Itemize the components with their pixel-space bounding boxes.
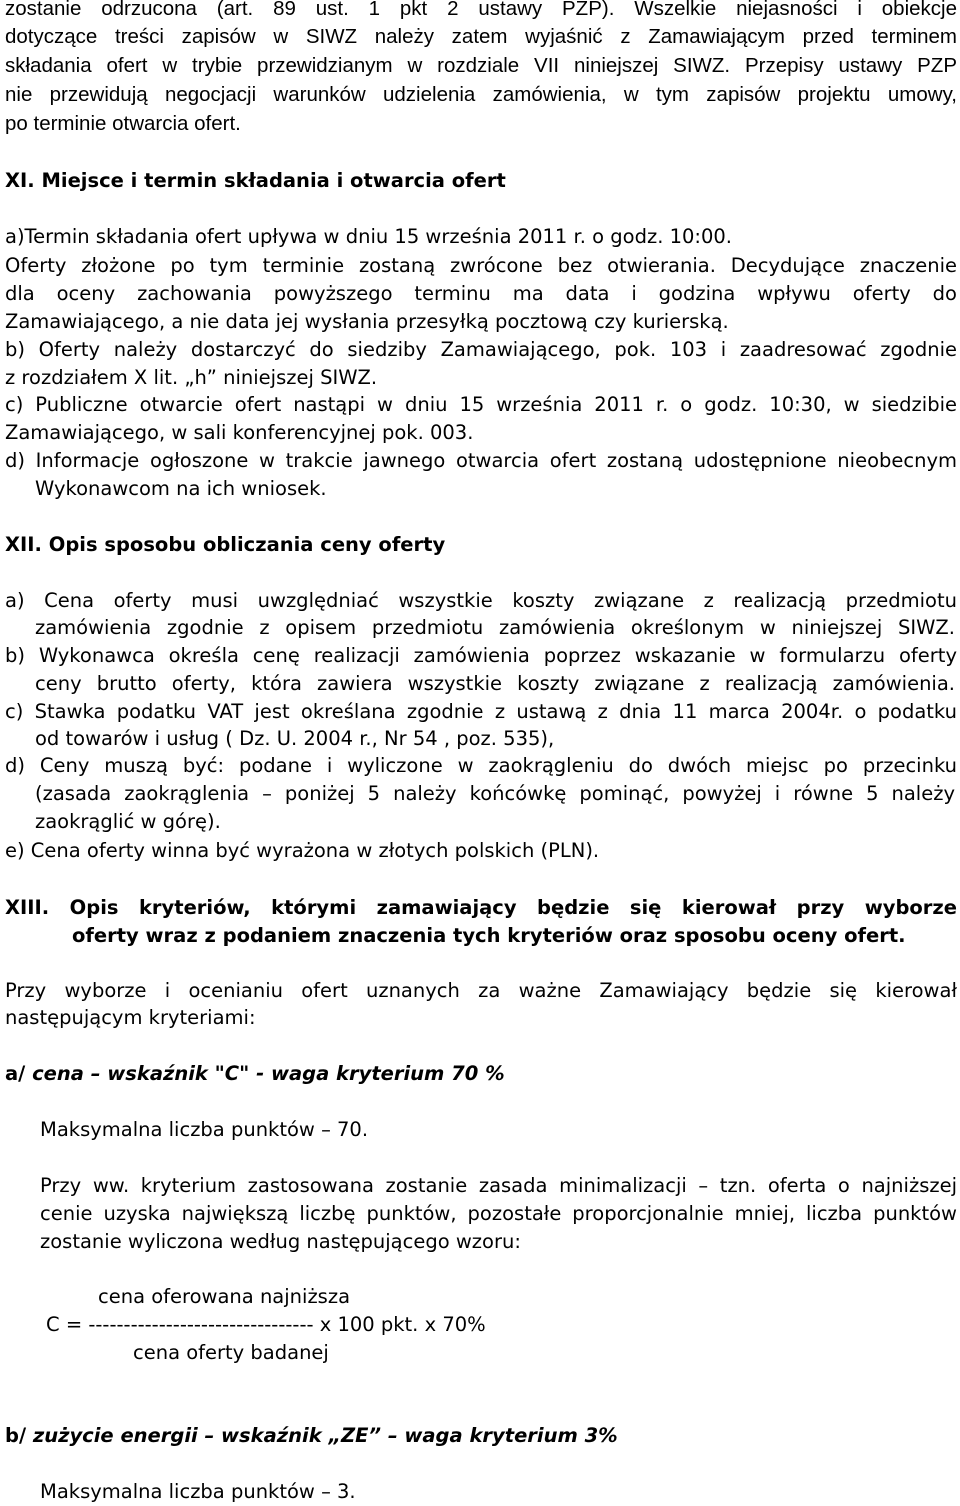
intro-line-2: dotyczące treści zapisów w SIWZ należy zatem wyjaśnić z Zamawiającym przed terminem <box>5 25 957 48</box>
criterion-b-max-points: Maksymalna liczba punktów – 3. <box>40 1480 356 1503</box>
xii-line-10: e) Cena oferty winna być wyrażona w złotych polskich (PLN). <box>5 839 600 862</box>
criterion-a-title: cena – wskaźnik "C" - waga kryterium 70 % <box>32 1062 505 1085</box>
criterion-b-label: b/ <box>5 1424 27 1447</box>
criterion-a-desc-1: Przy ww. kryterium zastosowana zostanie zasada minimalizacji – tzn. oferta o najniższej <box>40 1174 957 1197</box>
criterion-b-heading <box>5 1422 618 1450</box>
xi-line-5: b) Oferty należy dostarczyć do siedziby Zamawiającego, pok. 103 i zaadresować zgodnie <box>5 338 957 361</box>
xii-line-3: b) Wykonawca określa cenę realizacji zamówienia poprzez wskazanie w formularzu oferty <box>5 644 957 667</box>
xii-line-8: (zasada zaokrąglenia – poniżej 5 należy końcówkę pominąć, powyżej i równe 5 należy <box>35 782 955 805</box>
xi-line-10: Wykonawcom na ich wniosek. <box>35 477 327 500</box>
xiii-intro-1: Przy wyborze i ocenianiu ofert uznanych za ważne Zamawiający będzie się kierował <box>5 979 957 1002</box>
formula-numerator: cena oferowana najniższa <box>98 1285 351 1308</box>
section-xi-heading: XI. Miejsce i termin składania i otwarcia ofert <box>5 169 506 192</box>
xii-line-9: zaokrąglić w górę). <box>35 810 221 833</box>
xi-line-6: z rozdziałem X lit. „h” niniejszej SIWZ. <box>5 366 378 389</box>
xii-line-2: zamówienia zgodnie z opisem przedmiotu zamówienia określonym w niniejszej SIWZ. <box>35 616 955 639</box>
intro-line-5: po terminie otwarcia ofert. <box>5 112 241 135</box>
section-xii-heading: XII. Opis sposobu obliczania ceny oferty <box>5 533 446 556</box>
xi-line-4: Zamawiającego, a nie data jej wysłania przesyłką pocztową czy kurierską. <box>5 310 729 333</box>
formula-line: C = -------------------------------- x 100 pkt. x 70% <box>46 1313 486 1336</box>
xi-line-3: dla oceny zachowania powyższego terminu ma data i godzina wpływu oferty do <box>5 282 957 305</box>
criterion-b-title: zużycie energii – wskaźnik „ZE” – waga kryterium 3% <box>32 1424 618 1447</box>
criterion-a-heading <box>5 1060 505 1088</box>
xi-line-8: Zamawiającego, w sali konferencyjnej pok. 003. <box>5 421 474 444</box>
xii-line-5: c) Stawka podatku VAT jest określana zgodnie z ustawą z dnia 11 marca 2004r. o podatku <box>5 700 957 723</box>
xi-line-9: d) Informacje ogłoszone w trakcie jawnego otwarcia ofert zostaną udostępnione nieobecnym <box>5 449 957 472</box>
criterion-a-desc-2: cenie uzyska największą liczbę punktów, pozostałe proporcjonalnie mniej, liczba punktów <box>40 1202 957 1225</box>
xii-line-6: od towarów i usług ( Dz. U. 2004 r., Nr 54 , poz. 535), <box>35 727 555 750</box>
section-xiii-heading-1: XIII. Opis kryteriów, którymi zamawiający będzie się kierował przy wyborze <box>5 896 957 919</box>
xi-line-1: a)Termin składania ofert upływa w dniu 15 września 2011 r. o godz. 10:00. <box>5 225 733 248</box>
xi-line-2: Oferty złożone po tym terminie zostaną zwrócone bez otwierania. Decydujące znaczenie <box>5 254 957 277</box>
section-xiii-heading-2: oferty wraz z podaniem znaczenia tych kryteriów oraz sposobu oceny ofert. <box>72 924 906 947</box>
xii-line-7: d) Ceny muszą być: podane i wyliczone w zaokrągleniu do dwóch miejsc po przecinku <box>5 754 957 777</box>
xii-line-4: ceny brutto oferty, która zawiera wszystkie koszty związane z realizacją zamówienia. <box>35 672 955 695</box>
criterion-a-desc-3: zostanie wyliczona według następującego wzoru: <box>40 1230 521 1253</box>
intro-line-4: nie przewidują negocjacji warunków udzielenia zamówienia, w tym zapisów projektu umowy, <box>5 83 957 106</box>
criterion-a-label: a/ <box>5 1062 26 1085</box>
xii-line-1: a) Cena oferty musi uwzględniać wszystkie koszty związane z realizacją przedmiotu <box>5 589 957 612</box>
formula-denominator: cena oferty badanej <box>133 1341 329 1364</box>
xi-line-7: c) Publiczne otwarcie ofert nastąpi w dniu 15 września 2011 r. o godz. 10:30, w siedzibie <box>5 393 957 416</box>
intro-line-3: składania ofert w trybie przewidzianym w rozdziale VII niniejszej SIWZ. Przepisy ustawy PZP <box>5 54 957 77</box>
intro-line-1: zostanie odrzucona (art. 89 ust. 1 pkt 2 ustawy PZP). Wszelkie niejasności i obiekcje <box>5 0 957 20</box>
xiii-intro-2: następującym kryteriami: <box>5 1006 256 1029</box>
criterion-a-max-points: Maksymalna liczba punktów – 70. <box>40 1118 369 1141</box>
